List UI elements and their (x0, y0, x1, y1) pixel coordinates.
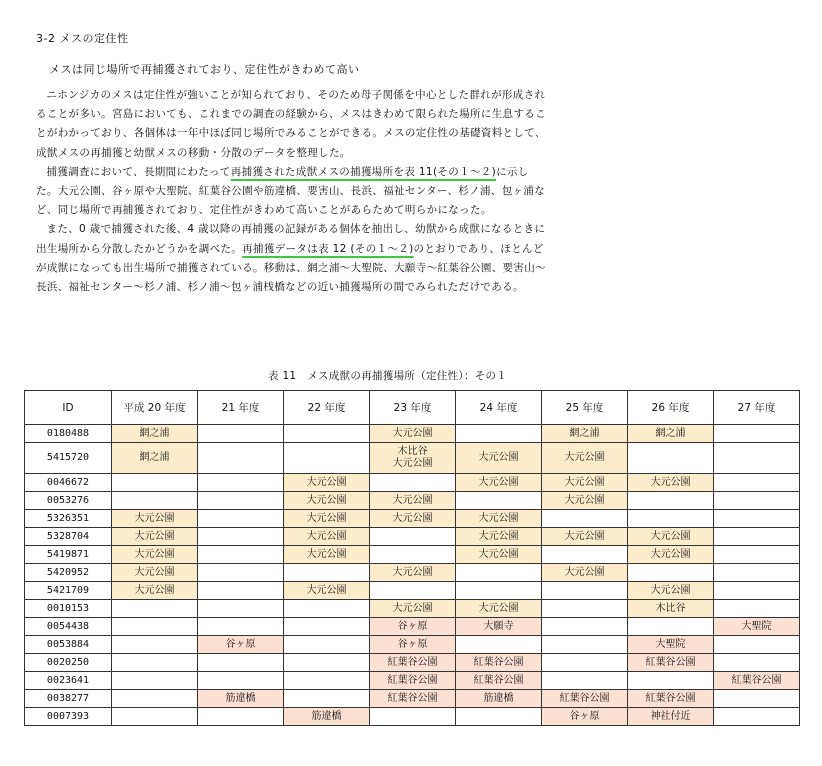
table-row (25, 690, 800, 708)
location-cell: 大元公園 (112, 546, 198, 564)
location-cell (112, 690, 198, 708)
location-cell: 筋違橋 (284, 708, 370, 726)
location-cell (714, 582, 800, 600)
location-cell: 木比谷 大元公園 (370, 443, 456, 474)
location-cell (284, 618, 370, 636)
location-cell: 網之浦 (112, 443, 198, 474)
location-cell: 大元公園 (456, 546, 542, 564)
location-cell: 大元公園 (542, 492, 628, 510)
location-cell (628, 672, 714, 690)
location-cell (198, 582, 284, 600)
table-11-reference: 再捕獲された成獣メスの捕獲場所を表 11(その１～２) (230, 165, 497, 178)
location-cell (112, 474, 198, 492)
location-cell: 谷ヶ原 (542, 708, 628, 726)
location-cell: 網之浦 (628, 425, 714, 443)
location-cell (370, 528, 456, 546)
paragraph-2 (36, 163, 550, 221)
location-cell (112, 672, 198, 690)
location-cell (284, 600, 370, 618)
header-year: 21 年度 (198, 391, 284, 425)
location-cell (198, 654, 284, 672)
location-cell: 大元公園 (284, 474, 370, 492)
paragraph-3-text-start: また、0 歳で捕獲された後、4 歳以降の再捕獲の記録がある個体を抽出し、幼獣から成獣になるときに出生場所から分散したかどうかを調べた。 (36, 223, 546, 255)
location-cell (198, 618, 284, 636)
location-cell: 大元公園 (370, 510, 456, 528)
location-cell: 網之浦 (542, 425, 628, 443)
header-year: 24 年度 (456, 391, 542, 425)
location-cell: 大元公園 (628, 528, 714, 546)
location-cell (714, 636, 800, 654)
location-cell (542, 600, 628, 618)
row-id: 0023641 (25, 672, 112, 690)
location-cell: 網之浦 (112, 425, 198, 443)
location-cell (370, 708, 456, 726)
location-cell (284, 672, 370, 690)
table-row (25, 492, 800, 510)
location-cell: 大元公園 (370, 600, 456, 618)
location-cell: 大元公園 (542, 443, 628, 474)
location-cell (542, 546, 628, 564)
table-row (25, 546, 800, 564)
location-cell: 大元公園 (370, 492, 456, 510)
table-row (25, 708, 800, 726)
location-cell (370, 582, 456, 600)
row-id: 5415720 (25, 443, 112, 474)
location-cell (714, 564, 800, 582)
section-heading: 3-2 メスの定住性 (36, 32, 129, 45)
location-cell (456, 492, 542, 510)
section-subheading: メスは同じ場所で再捕獲されており、定住性がきわめて高い (49, 63, 360, 76)
table-row (25, 425, 800, 443)
table-row (25, 618, 800, 636)
location-cell (370, 546, 456, 564)
location-cell (714, 425, 800, 443)
table-row (25, 443, 800, 474)
location-cell (714, 443, 800, 474)
location-cell: 大元公園 (542, 564, 628, 582)
location-cell (456, 708, 542, 726)
location-cell: 紅葉谷公園 (542, 690, 628, 708)
table-row (25, 636, 800, 654)
location-cell: 紅葉谷公園 (370, 672, 456, 690)
location-cell: 紅葉谷公園 (370, 654, 456, 672)
location-cell: 木比谷 (628, 600, 714, 618)
location-cell: 大元公園 (456, 443, 542, 474)
location-cell: 大元公園 (112, 528, 198, 546)
paragraph-1: ニホンジカのメスは定住性が強いことが知られており、そのため母子関係を中心とした群れが形成されることが多い。宮島においても、これまでの調査の経験から、メスはきわめて限られた場所に生息することがわかっており、各個体は一年中ほぼ同じ場所でみることができる。メスの定住性の基礎資料として、成獣メスの再捕獲と幼獣メスの移動・分散のデータを整理した。 (36, 89, 546, 159)
row-id: 0054438 (25, 618, 112, 636)
location-cell (112, 708, 198, 726)
location-cell: 大元公園 (456, 510, 542, 528)
location-cell: 大元公園 (112, 510, 198, 528)
row-id: 0010153 (25, 600, 112, 618)
location-cell (714, 492, 800, 510)
location-cell: 大元公園 (542, 528, 628, 546)
location-cell: 大元公園 (456, 600, 542, 618)
row-id: 0046672 (25, 474, 112, 492)
location-cell (112, 654, 198, 672)
row-id: 0053884 (25, 636, 112, 654)
table-12-reference: 再捕獲データは表 12 (その１～２) (242, 242, 414, 255)
location-cell (628, 564, 714, 582)
location-cell (198, 546, 284, 564)
table-row (25, 672, 800, 690)
location-cell: 紅葉谷公園 (714, 672, 800, 690)
location-cell (456, 636, 542, 654)
location-cell (542, 618, 628, 636)
location-cell (628, 492, 714, 510)
location-cell (284, 636, 370, 654)
paragraph-3 (36, 220, 550, 297)
location-cell (542, 654, 628, 672)
location-cell (714, 510, 800, 528)
location-cell: 谷ヶ原 (198, 636, 284, 654)
location-cell (542, 672, 628, 690)
location-cell (198, 528, 284, 546)
paragraph-3-text-end: のとおりであり、ほとんどが成獣になっても出生場所で捕獲されている。移動は、網之浦～大聖院、大願寺～紅葉谷公園、要害山～長浜、福祉センター～杉ノ浦、杉ノ浦～包ヶ浦桟橋などの近い捕獲場所の間でみられただけである。 (36, 242, 546, 294)
location-cell: 紅葉谷公園 (628, 690, 714, 708)
location-cell (112, 492, 198, 510)
location-cell (198, 564, 284, 582)
location-cell: 大元公園 (284, 528, 370, 546)
location-cell: 大願寺 (456, 618, 542, 636)
location-cell (284, 425, 370, 443)
location-cell (456, 564, 542, 582)
location-cell: 大元公園 (542, 474, 628, 492)
location-cell: 大元公園 (628, 474, 714, 492)
location-cell: 谷ヶ原 (370, 618, 456, 636)
location-cell (198, 474, 284, 492)
location-cell: 大元公園 (628, 546, 714, 564)
location-cell: 紅葉谷公園 (456, 672, 542, 690)
header-id: ID (25, 391, 112, 425)
location-cell (198, 492, 284, 510)
location-cell: 大元公園 (628, 582, 714, 600)
paragraph-2-text-end: に示した。大元公園、谷ヶ原や大聖院、紅葉谷公園や筋違橋、要害山、長浜、福祉センター、杉ノ浦、包ヶ浦など、同じ場所で再捕獲されており、定住性がきわめて高いことがあらためて明らかになった。 (36, 165, 546, 217)
location-cell (198, 708, 284, 726)
location-cell: 神社付近 (628, 708, 714, 726)
location-cell (198, 600, 284, 618)
table-row (25, 582, 800, 600)
location-cell (198, 672, 284, 690)
location-cell: 大元公園 (284, 510, 370, 528)
location-cell: 紅葉谷公園 (628, 654, 714, 672)
location-cell (284, 654, 370, 672)
location-cell: 大元公園 (112, 582, 198, 600)
location-cell: 大元公園 (284, 546, 370, 564)
location-cell (112, 636, 198, 654)
location-cell (714, 690, 800, 708)
location-cell (542, 510, 628, 528)
location-cell: 大元公園 (370, 425, 456, 443)
table-caption: 表 11 メス成獣の再捕獲場所（定住性）：その１ (268, 370, 508, 382)
location-cell (112, 600, 198, 618)
location-cell: 大元公園 (456, 528, 542, 546)
recapture-table (24, 390, 800, 726)
table-row (25, 654, 800, 672)
location-cell (542, 636, 628, 654)
location-cell (456, 425, 542, 443)
table-row (25, 528, 800, 546)
location-cell: 大元公園 (284, 582, 370, 600)
table-body (25, 425, 800, 726)
location-cell: 谷ヶ原 (370, 636, 456, 654)
location-cell: 大聖院 (628, 636, 714, 654)
location-cell (714, 600, 800, 618)
row-id: 0180488 (25, 425, 112, 443)
location-cell (714, 474, 800, 492)
location-cell (714, 546, 800, 564)
header-year: 27 年度 (714, 391, 800, 425)
table-row (25, 564, 800, 582)
row-id: 5421709 (25, 582, 112, 600)
location-cell (628, 618, 714, 636)
location-cell: 大元公園 (284, 492, 370, 510)
header-year: 25 年度 (542, 391, 628, 425)
header-year: 26 年度 (628, 391, 714, 425)
location-cell (714, 708, 800, 726)
location-cell (456, 582, 542, 600)
location-cell: 筋違橋 (198, 690, 284, 708)
location-cell (198, 443, 284, 474)
table-row (25, 510, 800, 528)
location-cell: 紅葉谷公園 (456, 654, 542, 672)
header-year: 23 年度 (370, 391, 456, 425)
row-id: 0007393 (25, 708, 112, 726)
location-cell: 筋違橋 (456, 690, 542, 708)
location-cell (628, 443, 714, 474)
location-cell (714, 654, 800, 672)
location-cell: 紅葉谷公園 (370, 690, 456, 708)
location-cell (370, 474, 456, 492)
location-cell (284, 564, 370, 582)
location-cell (198, 425, 284, 443)
location-cell: 大聖院 (714, 618, 800, 636)
location-cell (284, 690, 370, 708)
row-id: 0038277 (25, 690, 112, 708)
location-cell (628, 510, 714, 528)
row-id: 5419871 (25, 546, 112, 564)
table-header-row (25, 391, 800, 425)
header-year: 平成 20 年度 (112, 391, 198, 425)
table-row (25, 600, 800, 618)
header-year: 22 年度 (284, 391, 370, 425)
location-cell (284, 443, 370, 474)
row-id: 0020250 (25, 654, 112, 672)
location-cell (112, 618, 198, 636)
row-id: 5328704 (25, 528, 112, 546)
table-row (25, 474, 800, 492)
row-id: 5326351 (25, 510, 112, 528)
location-cell (198, 510, 284, 528)
location-cell: 大元公園 (370, 564, 456, 582)
location-cell: 大元公園 (112, 564, 198, 582)
row-id: 5420952 (25, 564, 112, 582)
location-cell (714, 528, 800, 546)
paragraph-2-text-start: 捕獲調査において、長期間にわたって (46, 165, 231, 178)
location-cell (542, 582, 628, 600)
body-text (36, 86, 550, 297)
location-cell: 大元公園 (456, 474, 542, 492)
row-id: 0053276 (25, 492, 112, 510)
